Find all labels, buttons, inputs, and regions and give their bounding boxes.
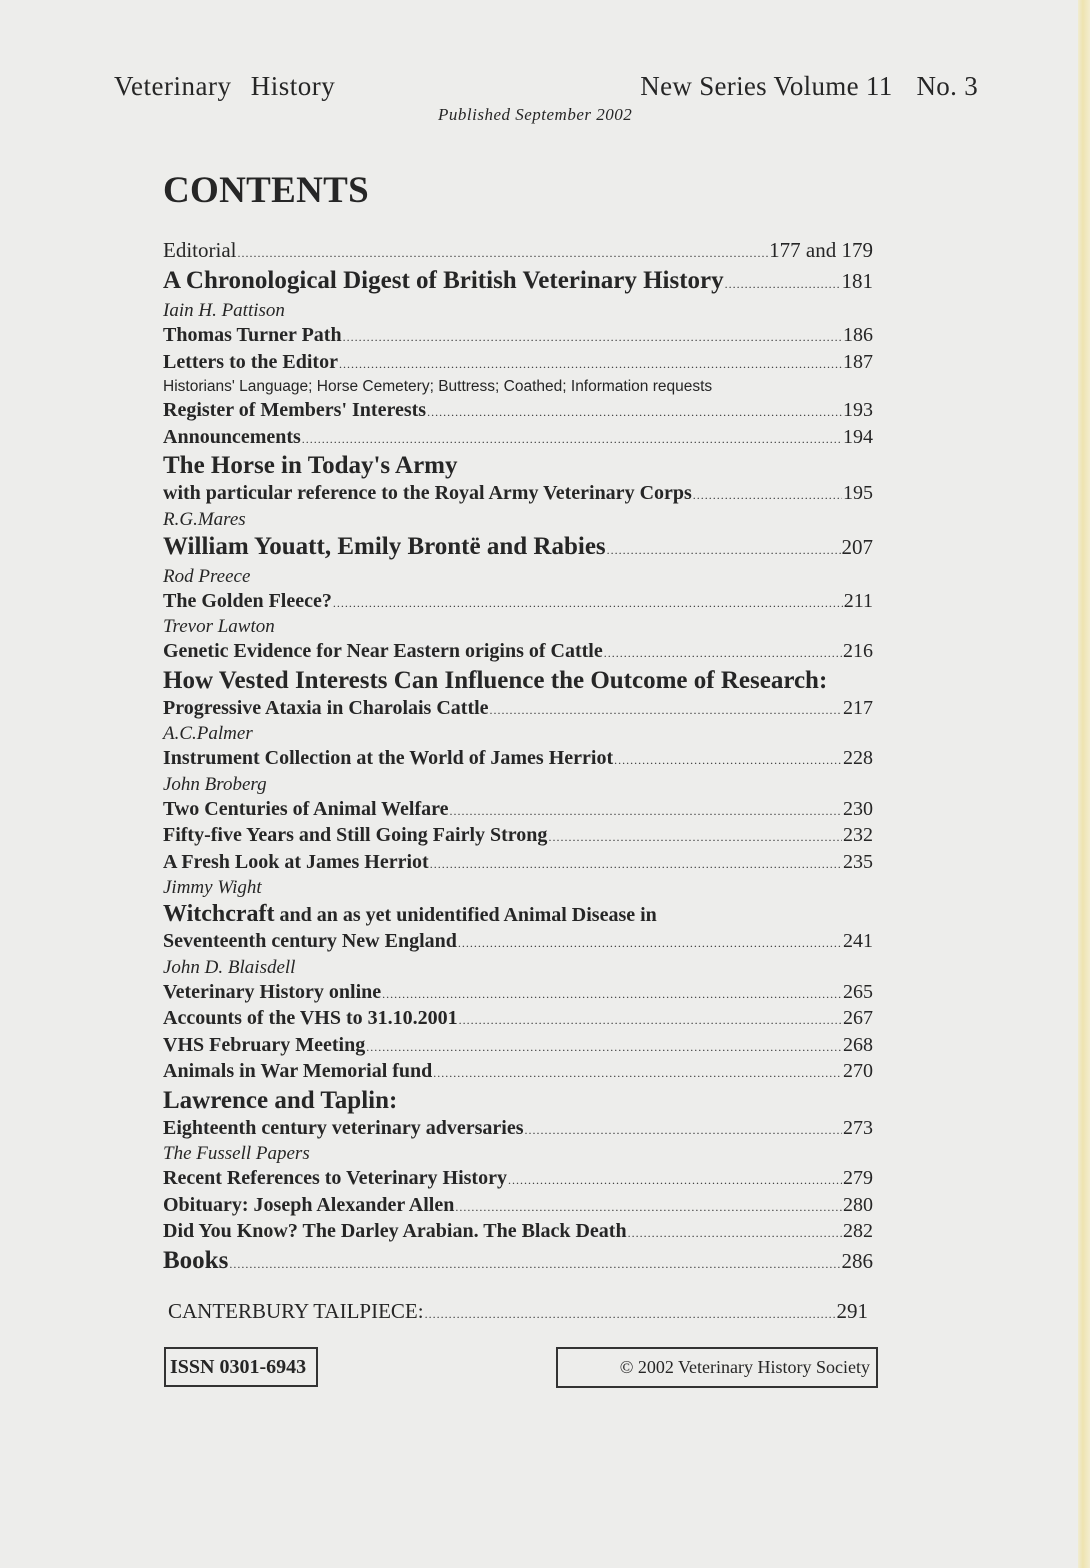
leader-dots (302, 427, 842, 452)
paper-edge (1078, 0, 1090, 1568)
toc-entry-page: 186 (843, 324, 873, 346)
toc-entry[interactable] (163, 238, 873, 266)
leader-dots (548, 825, 842, 850)
toc-author: A.C.Palmer (163, 723, 253, 744)
toc-author: R.G.Mares (163, 508, 246, 530)
toc-entry[interactable] (163, 1246, 873, 1279)
toc-entry-page: 282 (843, 1220, 873, 1242)
toc-entry[interactable] (163, 589, 873, 616)
leader-dots (430, 852, 842, 877)
leader-dots (614, 748, 842, 773)
toc-entry-title: A Chronological Digest of British Veterinary History (163, 267, 724, 294)
toc-entry-title: with particular reference to the Royal Army Veterinary Corps (163, 482, 692, 504)
toc-entry-page: 265 (843, 980, 873, 1003)
issn-box: ISSN 0301-6943 (164, 1347, 318, 1387)
toc-subtopics: Historians' Language; Horse Cemetery; Buttress; Coathed; Information requests (163, 378, 713, 395)
toc-entry[interactable] (163, 1219, 873, 1246)
toc-entry-page: 273 (843, 1116, 873, 1139)
leader-dots (333, 591, 843, 616)
toc-entry-title: A Fresh Look at James Herriot (163, 850, 429, 873)
leader-dots (433, 1061, 842, 1086)
toc-author: Jimmy Wight (163, 877, 262, 898)
heading-rest: and an as yet unidentified Animal Disease in (274, 904, 657, 926)
heading-lead: Witchcraft (163, 901, 275, 927)
table-of-contents (163, 238, 873, 1279)
toc-entry[interactable] (163, 398, 873, 425)
copyright-box: © 2002 Veterinary History Society (556, 1347, 878, 1388)
leader-dots (693, 483, 842, 508)
leader-dots (508, 1168, 842, 1193)
toc-entry-page: 187 (843, 350, 873, 373)
leader-dots (607, 535, 841, 565)
toc-entry-title: CANTERBURY TAILPIECE: (168, 1298, 424, 1323)
toc-entry-title: Genetic Evidence for Near Eastern origins of Cattle (163, 640, 603, 662)
toc-entry[interactable] (163, 1166, 873, 1193)
toc-entry-page: 280 (843, 1193, 873, 1216)
toc-entry-title: The Golden Fleece? (163, 589, 332, 612)
toc-entry-title: Register of Members' Interests (163, 399, 427, 421)
volume-info (640, 70, 978, 102)
toc-entry-page: 291 (836, 1298, 868, 1323)
toc-entry[interactable] (163, 1006, 873, 1033)
toc-entry-title: Thomas Turner Path (163, 324, 342, 346)
toc-entry-page: 270 (843, 1060, 873, 1082)
toc-entry[interactable] (163, 323, 873, 350)
toc-entry-title: Letters to the Editor (163, 350, 338, 373)
toc-entry[interactable] (163, 980, 873, 1007)
footer-boxes (164, 1347, 878, 1388)
toc-entry-title: Progressive Ataxia in Charolais Cattle (163, 696, 489, 719)
toc-entry-page: 279 (843, 1167, 873, 1189)
toc-entry[interactable] (163, 850, 873, 877)
toc-entry-page: 194 (843, 425, 873, 448)
toc-entry[interactable] (163, 1059, 873, 1086)
toc-entry-page: 286 (841, 1248, 873, 1273)
leader-dots (339, 352, 842, 377)
toc-section-heading: The Horse in Today's Army (163, 452, 458, 479)
leader-dots (382, 982, 842, 1007)
toc-entry-tailpiece[interactable] (168, 1299, 868, 1327)
toc-entry-page: 181 (841, 269, 873, 293)
toc-entry[interactable] (163, 639, 873, 666)
toc-author: Trevor Lawton (163, 616, 275, 637)
toc-entry-title: Books (163, 1246, 229, 1274)
leader-dots (450, 799, 842, 824)
toc-entry-page: 230 (843, 797, 873, 820)
toc-author: Iain H. Pattison (163, 300, 285, 321)
toc-entry-page: 232 (843, 824, 873, 846)
toc-entry-title: VHS February Meeting (163, 1033, 366, 1056)
toc-entry-page: 217 (843, 696, 873, 719)
toc-entry-title: Editorial (163, 238, 237, 262)
toc-section-heading: How Vested Interests Can Influence the Outcome of Research: (163, 666, 828, 694)
leader-dots (343, 325, 842, 350)
toc-entry[interactable] (163, 696, 873, 723)
toc-entry-page: 211 (843, 589, 873, 612)
toc-entry-page: 268 (843, 1033, 873, 1056)
toc-entry-page: 207 (841, 534, 873, 559)
toc-entry-title: Obituary: Joseph Alexander Allen (163, 1193, 455, 1216)
toc-entry-title: Eighteenth century veterinary adversaries (163, 1116, 524, 1139)
toc-author: The Fussell Papers (163, 1143, 310, 1164)
toc-entry-page: 177 and 179 (769, 238, 873, 262)
toc-author: Rod Preece (163, 565, 251, 587)
leader-dots (427, 400, 842, 425)
toc-entry[interactable] (163, 929, 873, 956)
toc-entry[interactable] (163, 425, 873, 452)
leader-dots (237, 241, 768, 266)
toc-entry-page: 241 (843, 930, 873, 952)
toc-section-heading: Lawrence and Taplin: (163, 1086, 398, 1114)
leader-dots (425, 1302, 836, 1327)
toc-entry-title: Recent References to Veterinary History (163, 1167, 507, 1189)
leader-dots (458, 931, 842, 956)
toc-entry[interactable] (163, 532, 873, 565)
journal-title: Veterinary History (114, 71, 336, 101)
toc-entry-title: Announcements (163, 425, 301, 448)
toc-entry[interactable] (163, 1116, 873, 1143)
toc-section-heading (163, 900, 873, 929)
leader-dots (366, 1035, 842, 1060)
toc-entry-title: Seventeenth century New England (163, 930, 457, 952)
leader-dots (604, 641, 842, 666)
running-header (114, 70, 978, 102)
toc-entry-title: Fifty-five Years and Still Going Fairly Strong (163, 824, 548, 846)
toc-entry-page: 267 (843, 1007, 873, 1029)
issue-number: No. 3 (916, 71, 978, 101)
toc-entry[interactable] (163, 481, 873, 508)
toc-entry-title: Accounts of the VHS to 31.10.2001 (163, 1007, 458, 1029)
toc-author: John D. Blaisdell (163, 956, 296, 978)
leader-dots (459, 1008, 842, 1033)
toc-entry-page: 193 (843, 399, 873, 421)
toc-entry[interactable] (163, 1033, 873, 1060)
leader-dots (229, 1249, 840, 1279)
toc-entry-title: William Youatt, Emily Brontë and Rabies (163, 532, 606, 560)
toc-entry-title: Instrument Collection at the World of James Herriot (163, 747, 614, 769)
toc-entry[interactable] (163, 1193, 873, 1220)
toc-author: John Broberg (163, 773, 267, 795)
leader-dots (725, 269, 841, 299)
published-date: Published September 2002 (438, 105, 633, 124)
toc-entry-page: 235 (843, 850, 873, 873)
toc-entry[interactable] (163, 266, 873, 299)
toc-entry[interactable] (163, 746, 873, 773)
leader-dots (490, 698, 842, 723)
toc-entry-title: Veterinary History online (163, 980, 382, 1003)
toc-entry-title: Animals in War Memorial fund (163, 1060, 433, 1082)
toc-entry-page: 195 (843, 482, 873, 504)
toc-entry-title: Did You Know? The Darley Arabian. The Black Death (163, 1220, 627, 1242)
toc-entry-title: Two Centuries of Animal Welfare (163, 797, 449, 820)
toc-entry[interactable] (163, 797, 873, 824)
leader-dots (455, 1195, 842, 1220)
toc-entry-page: 216 (843, 640, 873, 662)
toc-entry[interactable] (163, 350, 873, 377)
toc-entry[interactable] (163, 823, 873, 850)
toc-entry-page: 228 (843, 747, 873, 769)
page-title: CONTENTS (163, 170, 369, 211)
series-volume: New Series Volume 11 (640, 71, 893, 101)
leader-dots (628, 1221, 842, 1246)
leader-dots (524, 1118, 842, 1143)
